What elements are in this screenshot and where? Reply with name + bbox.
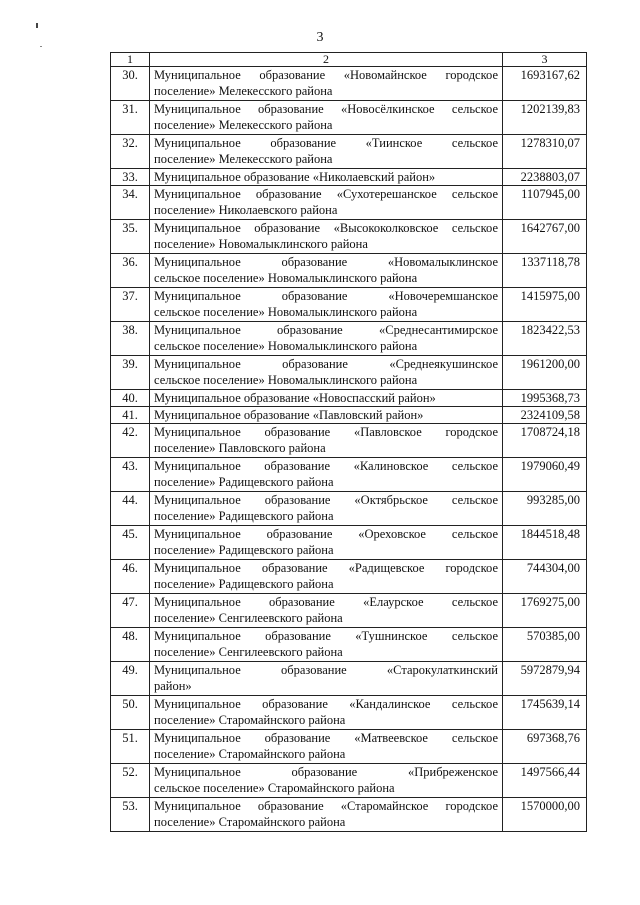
- row-number: 47.: [111, 594, 150, 628]
- municipality-name-line-1: Муниципальное образование «Новомайнское городское: [154, 68, 498, 82]
- municipality-name-line-2: сельское поселение» Новомалыклинского района: [154, 305, 418, 319]
- table-row: [111, 254, 587, 288]
- municipality-name-line-1: Муниципальное образование «Старокулаткинский: [154, 663, 498, 677]
- municipality-name-line-2: район»: [154, 679, 192, 693]
- municipality-name-line-1: Муниципальное образование «Новомалыклинское: [154, 255, 498, 269]
- table-row: [111, 186, 587, 220]
- amount: 1570000,00: [503, 798, 587, 832]
- municipality-name-line-2: поселение» Мелекесского района: [154, 84, 333, 98]
- row-number: 33.: [111, 169, 150, 186]
- municipality-name-line-2: сельское поселение» Новомалыклинского района: [154, 271, 418, 285]
- municipality-name: [150, 135, 503, 169]
- amount: 1642767,00: [503, 220, 587, 254]
- row-number: 32.: [111, 135, 150, 169]
- municipality-name: [150, 186, 503, 220]
- table-row: [111, 526, 587, 560]
- row-number: 42.: [111, 424, 150, 458]
- amount: 1693167,62: [503, 67, 587, 101]
- row-number: 41.: [111, 407, 150, 424]
- municipality-name: [150, 560, 503, 594]
- municipality-name-line-1: Муниципальное образование «Высококолковское сельское: [154, 221, 498, 235]
- amount: 1979060,49: [503, 458, 587, 492]
- municipality-name-line-2: сельское поселение» Старомайнского района: [154, 781, 395, 795]
- amount: 1844518,48: [503, 526, 587, 560]
- municipality-name-line-2: поселение» Мелекесского района: [154, 118, 333, 132]
- amount: 1202139,83: [503, 101, 587, 135]
- row-number: 39.: [111, 356, 150, 390]
- municipality-name-line-2: поселение» Павловского района: [154, 441, 326, 455]
- municipality-name-line-2: поселение» Радищевского района: [154, 577, 334, 591]
- table-row: [111, 764, 587, 798]
- header-col-3: 3: [503, 53, 587, 67]
- municipality-name-line-1: Муниципальное образование «Новосёлкинское сельское: [154, 102, 498, 116]
- municipality-name: [150, 356, 503, 390]
- municipality-name: [150, 628, 503, 662]
- scan-speck: [40, 46, 42, 47]
- municipality-name-line-1: Муниципальное образование «Николаевский район»: [154, 170, 436, 184]
- table-row: [111, 101, 587, 135]
- municipality-name: [150, 696, 503, 730]
- row-number: 51.: [111, 730, 150, 764]
- municipality-name: [150, 169, 503, 186]
- header-col-1: 1: [111, 53, 150, 67]
- table-row: [111, 322, 587, 356]
- municipality-name: [150, 492, 503, 526]
- amount: 1337118,78: [503, 254, 587, 288]
- amount: 1769275,00: [503, 594, 587, 628]
- municipality-name-line-1: Муниципальное образование «Радищевское городское: [154, 561, 498, 575]
- municipality-name-line-1: Муниципальное образование «Матвеевское сельское: [154, 731, 498, 745]
- row-number: 40.: [111, 390, 150, 407]
- municipality-name-line-1: Муниципальное образование «Новоспасский район»: [154, 391, 436, 405]
- table-row: [111, 169, 587, 186]
- table-row: [111, 492, 587, 526]
- table-row: [111, 458, 587, 492]
- municipality-name-line-1: Муниципальное образование «Октябрьское сельское: [154, 493, 498, 507]
- municipality-name-line-1: Муниципальное образование «Тушнинское сельское: [154, 629, 498, 643]
- amount: 1278310,07: [503, 135, 587, 169]
- municipality-name-line-1: Муниципальное образование «Калиновское сельское: [154, 459, 498, 473]
- municipality-name-line-1: Муниципальное образование «Сухотерешанское сельское: [154, 187, 498, 201]
- amount: 1415975,00: [503, 288, 587, 322]
- municipality-name-line-1: Муниципальное образование «Старомайнское городское: [154, 799, 498, 813]
- municipality-name: [150, 254, 503, 288]
- table-row: [111, 628, 587, 662]
- municipality-name: [150, 526, 503, 560]
- row-number: 31.: [111, 101, 150, 135]
- amount: 1497566,44: [503, 764, 587, 798]
- row-number: 44.: [111, 492, 150, 526]
- row-number: 50.: [111, 696, 150, 730]
- row-number: 30.: [111, 67, 150, 101]
- amount: 2238803,07: [503, 169, 587, 186]
- table-row: [111, 560, 587, 594]
- amount: 993285,00: [503, 492, 587, 526]
- row-number: 48.: [111, 628, 150, 662]
- amount: 5972879,94: [503, 662, 587, 696]
- municipality-name: [150, 101, 503, 135]
- amount: 744304,00: [503, 560, 587, 594]
- amount: 1823422,53: [503, 322, 587, 356]
- row-number: 35.: [111, 220, 150, 254]
- municipality-name-line-2: поселение» Мелекесского района: [154, 152, 333, 166]
- municipality-name: [150, 424, 503, 458]
- municipality-name: [150, 407, 503, 424]
- row-number: 34.: [111, 186, 150, 220]
- row-number: 37.: [111, 288, 150, 322]
- municipality-name: [150, 730, 503, 764]
- municipality-name-line-2: поселение» Старомайнского района: [154, 713, 346, 727]
- page-number: 3: [316, 30, 324, 45]
- table-row: [111, 594, 587, 628]
- table-row: [111, 730, 587, 764]
- municipality-name-line-1: Муниципальное образование «Среднеякушинское: [154, 357, 498, 371]
- table-row: [111, 135, 587, 169]
- municipality-name-line-1: Муниципальное образование «Павловское городское: [154, 425, 498, 439]
- table-header-row: [111, 53, 587, 67]
- table-row: [111, 696, 587, 730]
- amount: 570385,00: [503, 628, 587, 662]
- municipality-name-line-2: поселение» Радищевского района: [154, 475, 334, 489]
- table-row: [111, 424, 587, 458]
- municipality-name: [150, 798, 503, 832]
- allocation-table: [110, 52, 587, 832]
- municipality-name: [150, 67, 503, 101]
- municipality-name-line-1: Муниципальное образование «Новочеремшанское: [154, 289, 498, 303]
- table-row: [111, 288, 587, 322]
- row-number: 38.: [111, 322, 150, 356]
- row-number: 52.: [111, 764, 150, 798]
- amount: 2324109,58: [503, 407, 587, 424]
- municipality-name: [150, 662, 503, 696]
- row-number: 36.: [111, 254, 150, 288]
- table-row: [111, 407, 587, 424]
- row-number: 49.: [111, 662, 150, 696]
- municipality-name-line-1: Муниципальное образование «Ореховское сельское: [154, 527, 498, 541]
- municipality-name: [150, 764, 503, 798]
- amount: 1995368,73: [503, 390, 587, 407]
- amount: 1107945,00: [503, 186, 587, 220]
- table-row: [111, 798, 587, 832]
- municipality-name: [150, 458, 503, 492]
- municipality-name-line-1: Муниципальное образование «Кандалинское сельское: [154, 697, 498, 711]
- municipality-name: [150, 288, 503, 322]
- municipality-name: [150, 594, 503, 628]
- table-row: [111, 220, 587, 254]
- municipality-name-line-1: Муниципальное образование «Елаурское сельское: [154, 595, 498, 609]
- municipality-name-line-2: поселение» Сенгилеевского района: [154, 645, 343, 659]
- table-row: [111, 662, 587, 696]
- row-number: 53.: [111, 798, 150, 832]
- row-number: 46.: [111, 560, 150, 594]
- row-number: 43.: [111, 458, 150, 492]
- municipality-name-line-1: Муниципальное образование «Тиинское сельское: [154, 136, 498, 150]
- municipality-name: [150, 220, 503, 254]
- header-col-2: 2: [150, 53, 503, 67]
- municipality-name-line-2: поселение» Радищевского района: [154, 509, 334, 523]
- municipality-name-line-1: Муниципальное образование «Среднесантимирское: [154, 323, 498, 337]
- municipality-name-line-1: Муниципальное образование «Павловский район»: [154, 408, 424, 422]
- table-row: [111, 67, 587, 101]
- municipality-name-line-2: поселение» Радищевского района: [154, 543, 334, 557]
- municipality-name-line-2: сельское поселение» Новомалыклинского района: [154, 373, 418, 387]
- table-row: [111, 390, 587, 407]
- municipality-name: [150, 322, 503, 356]
- row-number: 45.: [111, 526, 150, 560]
- municipality-name-line-1: Муниципальное образование «Прибреженское: [154, 765, 498, 779]
- municipality-name-line-2: поселение» Старомайнского района: [154, 815, 346, 829]
- municipality-name-line-2: поселение» Старомайнского района: [154, 747, 346, 761]
- amount: 1961200,00: [503, 356, 587, 390]
- municipality-name-line-2: поселение» Новомалыклинского района: [154, 237, 368, 251]
- municipality-name-line-2: поселение» Николаевского района: [154, 203, 338, 217]
- municipality-name-line-2: сельское поселение» Новомалыклинского района: [154, 339, 418, 353]
- municipality-name-line-2: поселение» Сенгилеевского района: [154, 611, 343, 625]
- amount: 1745639,14: [503, 696, 587, 730]
- table-row: [111, 356, 587, 390]
- municipality-name: [150, 390, 503, 407]
- amount: 697368,76: [503, 730, 587, 764]
- scan-speck: [36, 23, 38, 28]
- amount: 1708724,18: [503, 424, 587, 458]
